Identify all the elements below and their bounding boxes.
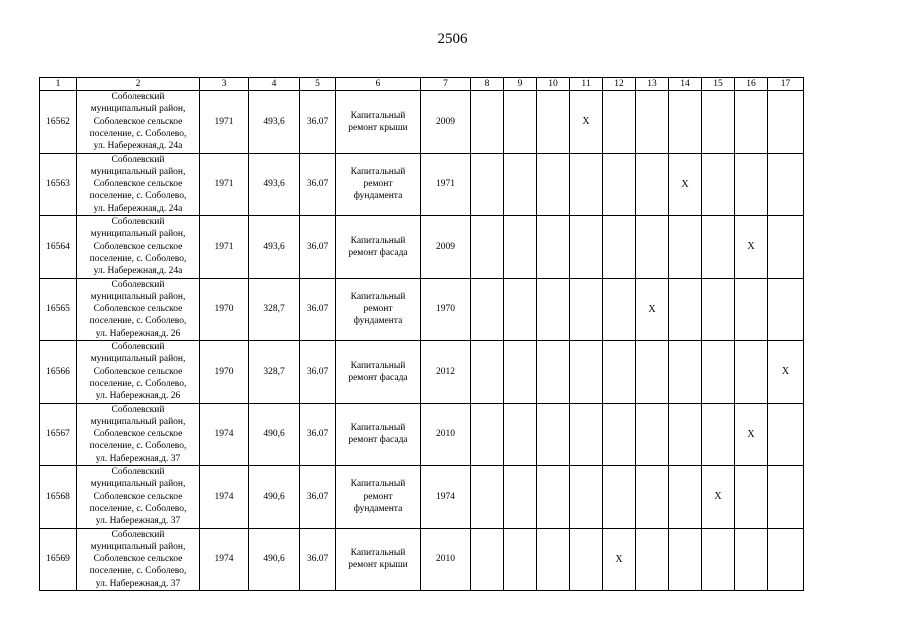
work-type-line: Капитальный [350, 423, 406, 434]
column-13-cell [636, 216, 669, 279]
column-9-cell [504, 153, 537, 216]
table-row [40, 278, 804, 341]
column-17-cell [768, 466, 804, 529]
work-type-line: Капитальный [350, 110, 406, 121]
code-cell: 36.07 [300, 278, 336, 341]
work-type-line: Капитальный [350, 479, 406, 490]
column-10-cell [537, 341, 570, 404]
column-header-12: 12 [603, 78, 636, 91]
work-type-line: фундамента [353, 316, 403, 327]
address-line: Соболевский [111, 529, 165, 540]
column-15-cell [702, 341, 735, 404]
column-16-cell [735, 278, 768, 341]
column-11-cell [570, 528, 603, 591]
work-type-line: Капитальный [350, 291, 406, 302]
work-type-cell [336, 341, 421, 404]
column-8-cell [471, 466, 504, 529]
table-row [40, 341, 804, 404]
column-11-cell [570, 153, 603, 216]
address-line: муниципальный район, [90, 291, 186, 302]
work-type-line: Капитальный [350, 235, 406, 246]
x-mark: X [747, 241, 755, 253]
address-line: Соболевское сельское [93, 366, 183, 377]
column-10-cell [537, 216, 570, 279]
table-row [40, 528, 804, 591]
header-row [40, 78, 804, 91]
column-12-cell [603, 216, 636, 279]
address-line: ул. Набережная,д. 24а [93, 141, 183, 152]
column-12-cell [603, 278, 636, 341]
column-8-cell [471, 153, 504, 216]
record-id-cell: 16562 [40, 91, 77, 154]
column-12-cell [603, 153, 636, 216]
column-11-cell [570, 91, 603, 154]
work-type-line: ремонт фасада [348, 372, 408, 383]
record-id-cell: 16564 [40, 216, 77, 279]
column-11-cell [570, 403, 603, 466]
column-14-cell [669, 528, 702, 591]
address-line: поселение, с. Соболево, [89, 441, 187, 452]
table-row [40, 153, 804, 216]
column-17-cell [768, 528, 804, 591]
column-15-cell [702, 466, 735, 529]
area-cell: 328,7 [249, 341, 300, 404]
work-year-cell: 2010 [421, 528, 471, 591]
address-line: Соболевский [111, 404, 165, 415]
address-line: ул. Набережная,д. 37 [95, 578, 181, 589]
table-row [40, 91, 804, 154]
build-year-cell: 1971 [200, 153, 249, 216]
work-year-cell: 1970 [421, 278, 471, 341]
column-9-cell [504, 278, 537, 341]
address-line: Соболевский [111, 279, 165, 290]
build-year-cell: 1974 [200, 466, 249, 529]
code-cell: 36.07 [300, 528, 336, 591]
area-cell: 493,6 [249, 153, 300, 216]
column-13-cell [636, 153, 669, 216]
code-cell: 36.07 [300, 403, 336, 466]
registry-table [39, 77, 804, 591]
address-line: ул. Набережная,д. 24а [93, 266, 183, 277]
address-line: поселение, с. Соболево, [89, 566, 187, 577]
code-cell: 36.07 [300, 153, 336, 216]
column-9-cell [504, 403, 537, 466]
column-16-cell [735, 466, 768, 529]
column-17-cell [768, 153, 804, 216]
address-line: Соболевское сельское [93, 491, 183, 502]
work-type-line: ремонт [363, 491, 393, 502]
column-11-cell [570, 278, 603, 341]
x-mark: X [714, 491, 722, 503]
address-cell [77, 278, 200, 341]
column-11-cell [570, 341, 603, 404]
column-header-6: 6 [336, 78, 421, 91]
address-line: ул. Набережная,д. 24а [93, 203, 183, 214]
work-type-line: фундамента [353, 503, 403, 514]
code-cell: 36.07 [300, 341, 336, 404]
code-cell: 36.07 [300, 216, 336, 279]
column-header-8: 8 [471, 78, 504, 91]
address-line: Соболевский [111, 342, 165, 353]
column-8-cell [471, 528, 504, 591]
work-type-line: ремонт фасада [348, 247, 408, 258]
address-line: Соболевское сельское [93, 429, 183, 440]
column-10-cell [537, 528, 570, 591]
column-17-cell [768, 91, 804, 154]
column-17-cell [768, 278, 804, 341]
address-line: Соболевское сельское [93, 304, 183, 315]
column-16-cell [735, 216, 768, 279]
column-17-cell [768, 216, 804, 279]
column-12-cell [603, 341, 636, 404]
address-cell [77, 528, 200, 591]
column-12-cell [603, 466, 636, 529]
build-year-cell: 1974 [200, 403, 249, 466]
work-type-line: ремонт фасада [348, 435, 408, 446]
column-14-cell [669, 278, 702, 341]
address-line: ул. Набережная,д. 37 [95, 453, 181, 464]
column-9-cell [504, 91, 537, 154]
area-cell: 328,7 [249, 278, 300, 341]
x-mark: X [681, 178, 689, 190]
address-line: ул. Набережная,д. 26 [95, 328, 181, 339]
work-type-cell [336, 528, 421, 591]
build-year-cell: 1974 [200, 528, 249, 591]
address-cell [77, 466, 200, 529]
record-id-cell: 16569 [40, 528, 77, 591]
column-header-15: 15 [702, 78, 735, 91]
address-cell [77, 403, 200, 466]
address-line: муниципальный район, [90, 166, 186, 177]
column-15-cell [702, 278, 735, 341]
work-type-line: ремонт крыши [348, 560, 408, 571]
record-id-cell: 16563 [40, 153, 77, 216]
address-line: ул. Набережная,д. 26 [95, 391, 181, 402]
address-line: поселение, с. Соболево, [89, 191, 187, 202]
column-header-17: 17 [768, 78, 804, 91]
column-11-cell [570, 466, 603, 529]
column-11-cell [570, 216, 603, 279]
work-type-cell [336, 278, 421, 341]
column-14-cell [669, 403, 702, 466]
address-line: поселение, с. Соболево, [89, 378, 187, 389]
address-line: поселение, с. Соболево, [89, 128, 187, 139]
address-line: Соболевский [111, 217, 165, 228]
work-year-cell: 2012 [421, 341, 471, 404]
table-body [40, 91, 804, 591]
column-8-cell [471, 341, 504, 404]
column-9-cell [504, 466, 537, 529]
column-header-7: 7 [421, 78, 471, 91]
work-type-line: Капитальный [350, 166, 406, 177]
column-header-16: 16 [735, 78, 768, 91]
area-cell: 490,6 [249, 403, 300, 466]
column-14-cell [669, 341, 702, 404]
column-header-9: 9 [504, 78, 537, 91]
column-header-10: 10 [537, 78, 570, 91]
column-15-cell [702, 153, 735, 216]
column-9-cell [504, 341, 537, 404]
column-10-cell [537, 278, 570, 341]
address-cell [77, 91, 200, 154]
x-mark: X [648, 303, 656, 315]
work-year-cell: 1974 [421, 466, 471, 529]
record-id-cell: 16565 [40, 278, 77, 341]
column-16-cell [735, 528, 768, 591]
address-line: поселение, с. Соболево, [89, 253, 187, 264]
work-type-cell [336, 216, 421, 279]
area-cell: 490,6 [249, 528, 300, 591]
column-14-cell [669, 466, 702, 529]
column-16-cell [735, 153, 768, 216]
column-header-5: 5 [300, 78, 336, 91]
address-line: муниципальный район, [90, 104, 186, 115]
column-14-cell [669, 153, 702, 216]
column-header-4: 4 [249, 78, 300, 91]
column-13-cell [636, 403, 669, 466]
table-row [40, 403, 804, 466]
area-cell: 493,6 [249, 91, 300, 154]
address-line: муниципальный район, [90, 354, 186, 365]
column-header-11: 11 [570, 78, 603, 91]
address-line: муниципальный район, [90, 541, 186, 552]
address-cell [77, 153, 200, 216]
column-8-cell [471, 278, 504, 341]
column-header-3: 3 [200, 78, 249, 91]
column-17-cell [768, 403, 804, 466]
column-16-cell [735, 91, 768, 154]
column-16-cell [735, 403, 768, 466]
address-line: Соболевский [111, 467, 165, 478]
address-line: Соболевский [111, 154, 165, 165]
work-type-line: ремонт крыши [348, 122, 408, 133]
column-header-1: 1 [40, 78, 77, 91]
address-line: поселение, с. Соболево, [89, 503, 187, 514]
address-cell [77, 341, 200, 404]
x-mark: X [582, 116, 590, 128]
area-cell: 493,6 [249, 216, 300, 279]
column-8-cell [471, 403, 504, 466]
build-year-cell: 1971 [200, 91, 249, 154]
x-mark: X [747, 428, 755, 440]
address-line: Соболевское сельское [93, 241, 183, 252]
address-cell [77, 216, 200, 279]
column-10-cell [537, 466, 570, 529]
column-8-cell [471, 91, 504, 154]
address-line: Соболевский [111, 92, 165, 103]
work-type-line: Капитальный [350, 360, 406, 371]
record-id-cell: 16567 [40, 403, 77, 466]
column-8-cell [471, 216, 504, 279]
table-header [40, 78, 804, 91]
column-13-cell [636, 91, 669, 154]
x-mark: X [615, 553, 623, 565]
work-type-cell [336, 153, 421, 216]
code-cell: 36.07 [300, 466, 336, 529]
table-row [40, 466, 804, 529]
column-17-cell [768, 341, 804, 404]
address-line: Соболевское сельское [93, 116, 183, 127]
column-header-13: 13 [636, 78, 669, 91]
work-year-cell: 1971 [421, 153, 471, 216]
work-year-cell: 2009 [421, 216, 471, 279]
address-line: поселение, с. Соболево, [89, 316, 187, 327]
address-line: Соболевское сельское [93, 554, 183, 565]
record-id-cell: 16568 [40, 466, 77, 529]
column-14-cell [669, 91, 702, 154]
column-16-cell [735, 341, 768, 404]
table-row [40, 216, 804, 279]
work-type-line: фундамента [353, 191, 403, 202]
column-12-cell [603, 528, 636, 591]
column-14-cell [669, 216, 702, 279]
work-year-cell: 2010 [421, 403, 471, 466]
area-cell: 490,6 [249, 466, 300, 529]
work-type-cell [336, 91, 421, 154]
column-15-cell [702, 216, 735, 279]
build-year-cell: 1970 [200, 278, 249, 341]
address-line: ул. Набережная,д. 37 [95, 516, 181, 527]
column-15-cell [702, 403, 735, 466]
column-10-cell [537, 153, 570, 216]
column-15-cell [702, 91, 735, 154]
column-9-cell [504, 528, 537, 591]
address-line: Соболевское сельское [93, 179, 183, 190]
work-type-line: ремонт [363, 304, 393, 315]
page-number: 2506 [437, 31, 468, 47]
work-type-line: ремонт [363, 179, 393, 190]
build-year-cell: 1970 [200, 341, 249, 404]
column-13-cell [636, 466, 669, 529]
build-year-cell: 1971 [200, 216, 249, 279]
column-header-14: 14 [669, 78, 702, 91]
address-line: муниципальный район, [90, 479, 186, 490]
column-13-cell [636, 341, 669, 404]
column-12-cell [603, 91, 636, 154]
work-year-cell: 2009 [421, 91, 471, 154]
work-type-cell [336, 466, 421, 529]
column-13-cell [636, 278, 669, 341]
address-line: муниципальный район, [90, 416, 186, 427]
column-10-cell [537, 91, 570, 154]
column-15-cell [702, 528, 735, 591]
work-type-cell [336, 403, 421, 466]
work-type-line: Капитальный [350, 548, 406, 559]
x-mark: X [781, 366, 790, 378]
code-cell: 36.07 [300, 91, 336, 154]
address-line: муниципальный район, [90, 229, 186, 240]
record-id-cell: 16566 [40, 341, 77, 404]
column-header-2: 2 [77, 78, 200, 91]
column-9-cell [504, 216, 537, 279]
column-10-cell [537, 403, 570, 466]
column-13-cell [636, 528, 669, 591]
column-12-cell [603, 403, 636, 466]
